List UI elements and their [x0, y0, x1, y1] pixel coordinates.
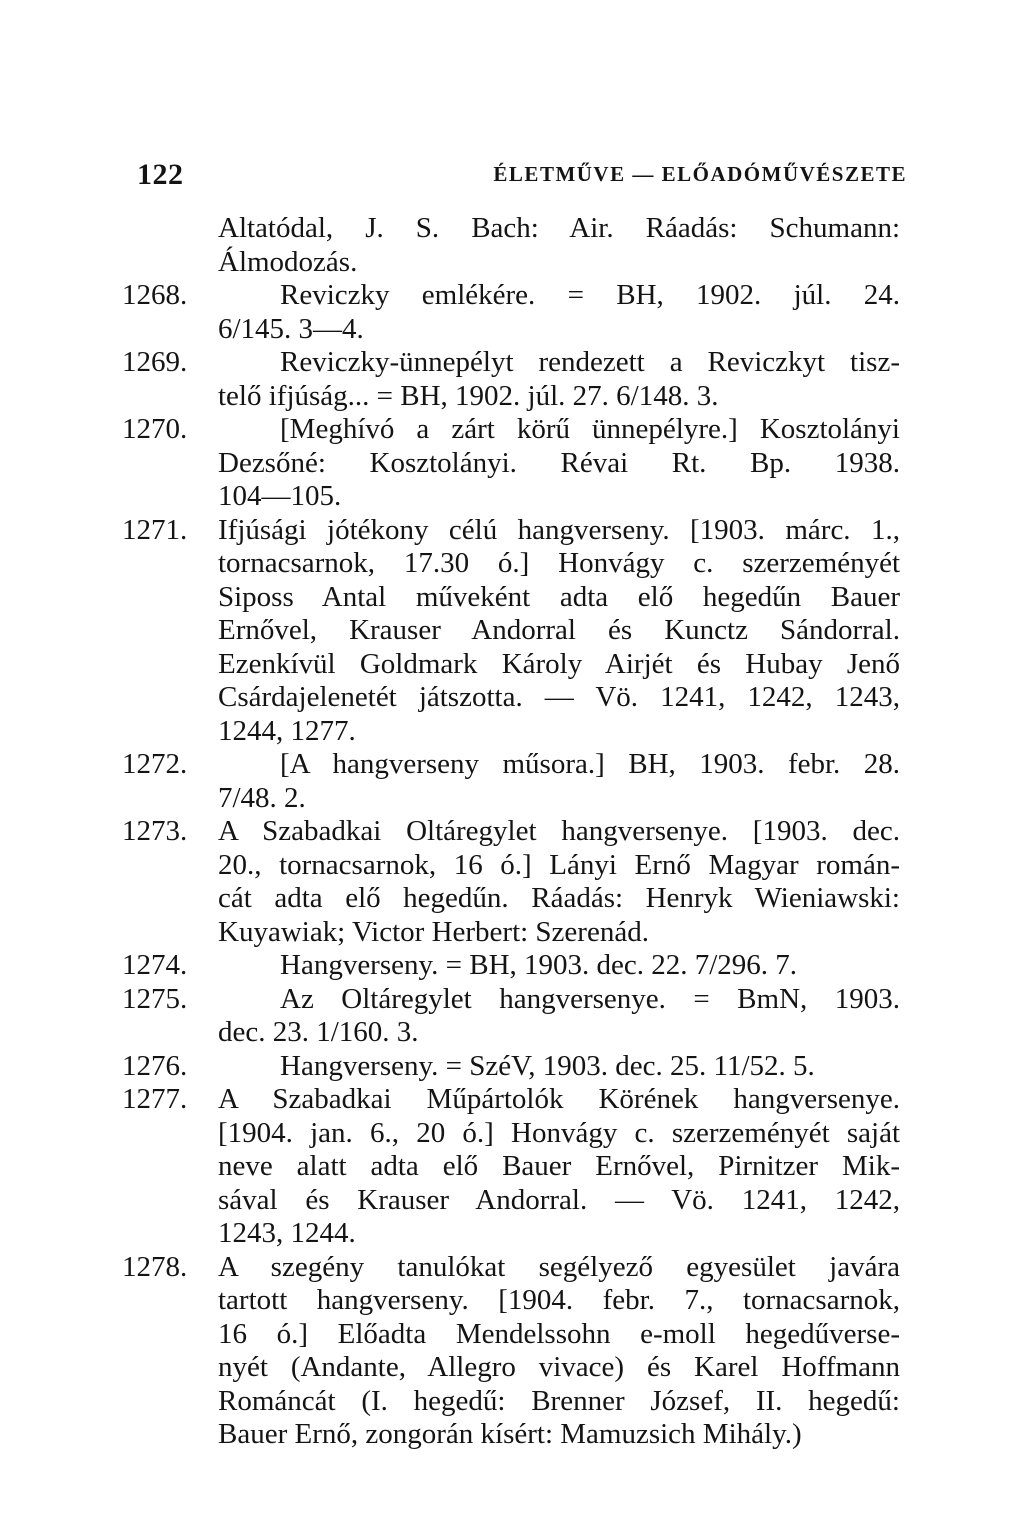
entry-text	[218, 279, 900, 346]
page-number: 122	[137, 158, 184, 191]
entry-line: [1904. jan. 6., 20 ó.] Honvágy c. szerzeményét saját	[218, 1116, 900, 1149]
entry-number: 1268.	[122, 279, 188, 311]
entry-line: 104—105.	[218, 480, 342, 512]
entry-number: 1271.	[122, 513, 188, 546]
entry-line: Bauer Ernő, zongorán kísért: Mamuzsich Mihály.)	[218, 1418, 802, 1450]
entry-number: 1277.	[122, 1083, 188, 1115]
entry-text	[218, 748, 900, 815]
bibliography-entry	[0, 1083, 1024, 1251]
entry-line: Ifjúsági jótékony célú hangverseny. [1903. márc. 1.,	[218, 513, 900, 546]
bibliography-entry	[0, 514, 1024, 749]
entry-number: 1274.	[122, 949, 188, 981]
entry-line: A Szabadkai Oltáregylet hangversenye. [1903. dec.	[218, 815, 900, 847]
entry-number: 1269.	[122, 346, 188, 378]
bibliography-entry	[0, 1251, 1024, 1452]
running-head: ÉLETMŰVE — ELŐADÓMŰVÉSZETE	[493, 162, 907, 186]
bibliography-entry	[0, 346, 1024, 413]
entry-line: dec. 23. 1/160. 3.	[218, 1016, 419, 1048]
entry-line: Ernővel, Krauser Andorral és Kunctz Sándorral.	[218, 614, 900, 646]
entry-line: tartott hangverseny. [1904. febr. 7., tornacsarnok,	[218, 1284, 900, 1316]
bibliography-entry	[0, 815, 1024, 949]
entry-line: 1244, 1277.	[218, 714, 356, 747]
entry-line: [Meghívó a zárt körű ünnepélyre.] Kosztolányi	[280, 413, 900, 445]
entry-line: telő ifjúság... = BH, 1902. júl. 27. 6/148. 3.	[218, 379, 719, 412]
entry-text	[218, 983, 900, 1050]
entry-line: neve alatt adta elő Bauer Ernővel, Pirnitzer Mik-	[218, 1150, 900, 1182]
entry-number: 1273.	[122, 815, 188, 847]
bibliography-entry	[0, 279, 1024, 346]
bibliography-entry	[0, 983, 1024, 1050]
entry-line: A Szabadkai Műpártolók Körének hangversenye.	[218, 1083, 900, 1115]
entry-line: cát adta elő hegedűn. Ráadás: Henryk Wieniawski:	[218, 882, 900, 914]
entry-line: Siposs Antal műveként adta elő hegedűn Bauer	[218, 580, 900, 613]
entry-number: 1270.	[122, 413, 188, 445]
entry-line: Reviczky emlékére. = BH, 1902. júl. 24.	[280, 279, 900, 311]
entry-number: 1276.	[122, 1049, 188, 1082]
entry-number: 1278.	[122, 1250, 188, 1283]
bibliography-entry	[0, 748, 1024, 815]
entry-line: tornacsarnok, 17.30 ó.] Honvágy c. szerzeményét	[218, 547, 900, 579]
entry-line: 1243, 1244.	[218, 1217, 356, 1249]
entry-line: 7/48. 2.	[218, 781, 306, 814]
entry-line: 16 ó.] Előadta Mendelssohn e-moll hegedűverse-	[218, 1317, 900, 1350]
entry-line: nyét (Andante, Allegro vivace) és Karel Hoffmann	[218, 1351, 900, 1383]
entry-line: Altatódal, J. S. Bach: Air. Ráadás: Schumann:	[218, 212, 900, 244]
entry-text	[218, 413, 900, 514]
entry-line: Hangverseny. = BH, 1903. dec. 22. 7/296. 7.	[280, 949, 798, 981]
entry-text	[218, 514, 900, 749]
entry-line: Ezenkívül Goldmark Károly Airjét és Hubay Jenő	[218, 647, 900, 680]
bibliography-entry	[0, 1050, 1024, 1084]
entry-text	[218, 949, 900, 983]
entry-line: A szegény tanulókat segélyező egyesület javára	[218, 1250, 900, 1283]
entry-line: Románcát (I. hegedű: Brenner József, II. hegedű:	[218, 1384, 900, 1417]
entry-line: Kuyawiak; Victor Herbert: Szerenád.	[218, 915, 649, 948]
bibliography-entry	[0, 949, 1024, 983]
entry-line: sával és Krauser Andorral. — Vö. 1241, 1242,	[218, 1183, 900, 1216]
entry-line: Hangverseny. = SzéV, 1903. dec. 25. 11/52. 5.	[280, 1049, 815, 1082]
entry-line: Reviczky-ünnepélyt rendezett a Reviczkyt tisz-	[280, 346, 900, 378]
entry-text	[218, 346, 900, 413]
entry-number: 1275.	[122, 982, 188, 1015]
entry-text	[218, 1083, 900, 1251]
entry-text	[218, 815, 900, 949]
entry-line: [A hangverseny műsora.] BH, 1903. febr. 28.	[280, 748, 900, 780]
entry-line: 20., tornacsarnok, 16 ó.] Lányi Ernő Magyar román-	[218, 848, 900, 881]
page-header	[137, 158, 907, 192]
entry-line: Az Oltáregylet hangversenye. = BmN, 1903.	[280, 982, 900, 1015]
entry-line: Csárdajelenetét játszotta. — Vö. 1241, 1242, 1243,	[218, 681, 900, 713]
entry-number: 1272.	[122, 748, 188, 780]
entry-text	[218, 1050, 900, 1084]
bibliography-entry	[0, 212, 1024, 279]
entry-text	[218, 1251, 900, 1452]
entry-line: Álmodozás.	[218, 245, 358, 278]
entry-line: Dezsőné: Kosztolányi. Révai Rt. Bp. 1938.	[218, 446, 900, 479]
bibliography-entry	[0, 413, 1024, 514]
entry-line: 6/145. 3—4.	[218, 312, 364, 345]
bibliography-entries	[0, 212, 1024, 1452]
entry-text	[218, 212, 900, 279]
